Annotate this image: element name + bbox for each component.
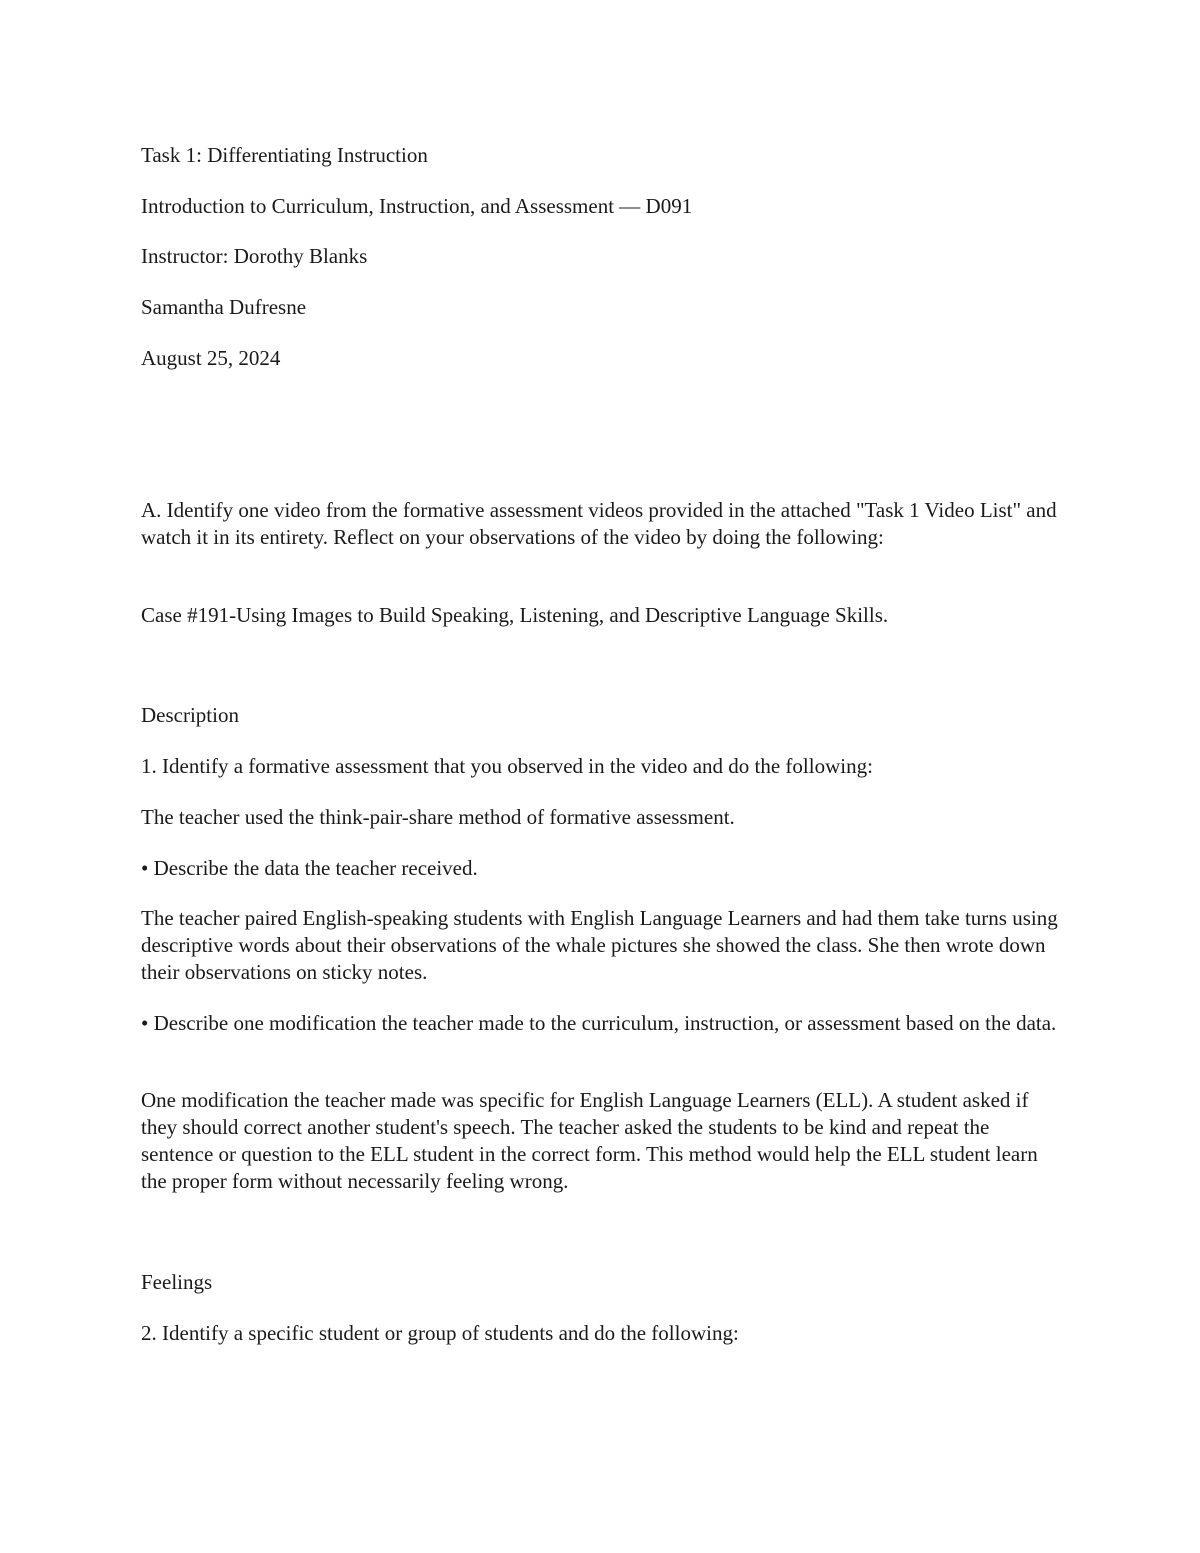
bullet-describe-data: • Describe the data the teacher received. — [141, 856, 478, 880]
answer-1: The teacher used the think-pair-share method of formative assessment. — [141, 805, 735, 829]
task-title: Task 1: Differentiating Instruction — [141, 143, 428, 167]
description-heading: Description — [141, 703, 239, 727]
case-title: Case #191-Using Images to Build Speaking, Listening, and Descriptive Language Skills. — [141, 603, 889, 627]
course-title: Introduction to Curriculum, Instruction, and Assessment — D091 — [141, 194, 693, 218]
instructor-name: Instructor: Dorothy Blanks — [141, 244, 368, 268]
section-a-prompt: A. Identify one video from the formative assessment videos provided in the attached "Task 1 Video List" and watch it in its entirety. Reflect on your observations of the video by doing the following: — [141, 498, 1057, 549]
student-name: Samantha Dufresne — [141, 295, 307, 319]
question-1: 1. Identify a formative assessment that you observed in the video and do the following: — [141, 754, 873, 778]
document-date: August 25, 2024 — [141, 346, 281, 370]
question-2: 2. Identify a specific student or group of students and do the following: — [141, 1321, 739, 1345]
bullet-describe-modification: • Describe one modification the teacher made to the curriculum, instruction, or assessment based on the data. — [141, 1011, 1057, 1035]
answer-data: The teacher paired English-speaking students with English Language Learners and had them take turns using descriptive words about their observations of the whale pictures she showed the class. She then wrote down their observations on sticky notes. — [141, 906, 1058, 984]
feelings-heading: Feelings — [141, 1270, 213, 1294]
answer-modification: One modification the teacher made was specific for English Language Learners (ELL). A student asked if they should correct another student's speech. The teacher asked the students to be kind and repeat the sentence or question to the ELL student in the correct form. This method would help the ELL student learn the proper form without necessarily feeling wrong. — [141, 1088, 1038, 1193]
